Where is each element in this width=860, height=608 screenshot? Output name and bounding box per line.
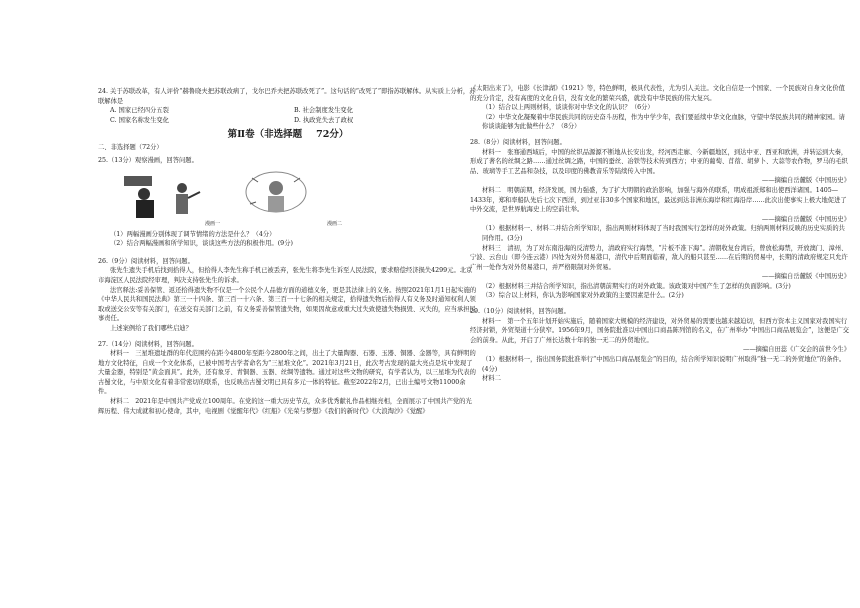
q24-option-c[interactable]: C. 国家名称发生变化 <box>110 116 169 124</box>
q25-stem: 25.（13分）观察漫画，回答问题。 <box>98 156 198 164</box>
question-26 <box>98 257 478 334</box>
left-column <box>98 84 478 416</box>
q25-sub-2: （2）结合两幅漫画和所学知识，谈谈这些方法的积极作用。(9分) <box>110 240 293 248</box>
cartoon-2-image <box>238 168 348 220</box>
q28-material-1: 材料一 张骞通西域后，中国的丝织品源源不断地从长安出发，经河西走廊、今新疆地区，到达中亚、西亚和欧洲，并转运到大秦，形成了著名的丝绸之路……通过丝绸之路，中国的蚕丝、冶铁等技术传到西方；中亚的葡萄、苜蓿、胡萝卜、大蒜等农作物，罗马的毛织品、玻璃等手工艺品和杂技，以及印度的佛教音乐等陆续传入中国。 <box>470 148 848 175</box>
woman-body <box>268 196 284 212</box>
q24-options <box>98 106 478 125</box>
right-column <box>470 84 850 384</box>
speech-bubble <box>124 176 152 186</box>
q29-material-1: 材料一 第一个五年计划开始实施后，随着国家大规模的经济建设，对外贸易的需要也越来越迫切，但西方资本主义国家对我国实行经济封锁，外贸渠道十分狭窄。1956年9月，国务院批准以中国出口商品陈列馆的名义，在广州举办“中国出口商品展览会”，这便是广交会的前身。从此，开启了广州长达数十年的独一无二的外贸地位。 <box>470 317 850 344</box>
q24-option-d[interactable]: D. 执政党失去了政权 <box>294 116 354 124</box>
q26-para-2: 法官释法:妥善保管、返还拾得遗失物不仅是一个公民个人品德方面的道德义务，更是其法律上的义务。按照2021年1月1日起实施的《中华人民共和国民法典》第三一十四条、第三百一十六条、第三百一十七条的相关规定，拾得遗失物后拾得人有义务及时通知权利人领取或送交公安等有关部门，在送交有关部门之前，有义务妥善保管遗失物，如果因故意或重大过失致使遗失物损毁、灭失的，应当承担民事责任。 <box>98 286 477 323</box>
man-head <box>138 188 150 200</box>
q28-material-2: 材料二 明朝前期，经济发展，国力强盛，为了扩大明朝的政治影响，加强与海外的联系，明成祖派郑和出使西洋诸国。1405—1433年，郑和率船队先后七次下西洋，到过亚非30多个国家和地区，最远到达非洲东海岸和红海沿岸……此次出使事实上极大地促进了中外交流，是世界航海史上的空前壮举。 <box>470 186 847 214</box>
part-2-title <box>98 129 478 141</box>
standing-man-body <box>176 194 188 214</box>
q27-stem: 27.（14分）阅读材料，回答问题。 <box>98 340 198 348</box>
q27-material-1: 材料一 三星堆遗址群的年代范围约在距今4800年至距今2800年之间，出土了大量陶器、石器、玉器、铜器、金器等，具有鲜明的地方文化特征，自成一个文化体系，已被中国考古学者命名为“三星堆文化”。2021年3月21日，此次考古发现的最大亮点是坑中发现了大量金器，特别是“黄金面具”。此外，还有象牙、青铜器、玉器、丝绸等遗物。通过对这些文物的研究，有学者认为，以三星堆为代表的古蜀文化，与中原文化有着非常密切的联系，也反映出古蜀文明已具有多元一体的特征。截至2022年2月，已出土编号文物11000余件。 <box>98 350 476 396</box>
part-2-title-text: 第Ⅱ卷（非选择题 <box>227 129 303 141</box>
q28-material-2-source: ——摘编自岳麓版《中国历史》 <box>761 215 850 223</box>
q27-sub-2: （2）中华文化凝聚着中华民族共同的历史奋斗历程，作为中学少年，我们要延续中华文化血脉，守望中华民族共同的精神家园。请你谈谈能够为此做些什么？（8分） <box>482 113 845 131</box>
q24-option-b[interactable]: B. 社会制度发生变化 <box>294 107 354 115</box>
cartoon-1 <box>116 168 226 228</box>
q29-sub-1: （1）根据材料一，指出国务院批准举行“中国出口商品展览会”的目的，结合所学知识说明广州取得“独一无二的外贸地位”的条件。(4分) <box>482 356 846 373</box>
q29-stem: 29.（10分）阅读材料，回答问题。 <box>470 308 570 316</box>
question-25 <box>98 156 478 249</box>
cartoon-1-image <box>116 168 226 220</box>
q25-sub-1: （1）两幅漫画分别体现了调节情绪的方法是什么？（4分） <box>110 230 276 238</box>
q26-ask: 上述案例给了我们哪些启迪？ <box>110 324 192 332</box>
question-28 <box>470 138 850 301</box>
q28-material-3: 材料三 清初，为了对东南沿海的反清势力，清政府实行海禁，“片板不准下海”。清朝收复台湾后，曾放松海禁，开放澳门、漳州、宁波、云台山（即今连云港）四处为对外贸易港口，清代中后期面临着，敌人的船只甚至……在后期的贸易中，长期的清政府规定只允许广州一处作为对外贸易港口，并严格限制对外贸易。 <box>470 244 848 271</box>
pointing-arm <box>188 192 200 198</box>
q26-para-1: 张先生遗失手机后找到拾得人，但拾得人李先生称手机已被丢弃，张先生将李先生诉至人民法院，要求赔偿经济损失4299元。北京市海淀区人民法院经审理，判决支持张先生的诉求。 <box>98 267 473 284</box>
woman-head <box>269 181 283 195</box>
q27-sub-1: （1）结合以上两则材料，谈谈你对中华文化的认识？（6分） <box>482 104 654 112</box>
standing-man-head <box>177 183 187 193</box>
q27-material-2: 材料二 2021年是中国共产党成立100周年。在党的这一重大历史节点，众多优秀献礼作品相继亮相，全面展示了中国共产党的光辉历程、伟大成就和初心使命，其中，电视剧《觉醒年代》《红船》《光荣与梦想》《我们的新时代》《大浪淘沙》《觉醒》 <box>98 398 472 415</box>
cartoon-2 <box>238 168 348 228</box>
q29-material-2-label: 材料二 <box>482 375 501 383</box>
part-2-score: 72分） <box>316 129 349 141</box>
q29-material-1-source: ——摘编自田蕊《广交会的前世今生》 <box>742 346 850 354</box>
q28-stem: 28.（8分）阅读材料，回答问题。 <box>470 138 566 146</box>
section-heading: 二、非选择题（72分） <box>98 144 163 152</box>
q27-continuation: 《太阳出来了》，电影《长津湖》《1921》等，特色鲜明，极具代表性，尤为引人关注。文化自信是一个国家、一个民族对自身文化价值的充分肯定，没有高度的文化自信，没有文化的繁荣兴盛，就没有中华民族的伟大复兴。 <box>470 85 845 102</box>
armchair <box>136 200 154 218</box>
question-27 <box>98 340 478 417</box>
cartoon-1-caption: 漫画一 <box>204 220 220 227</box>
cartoon-2-caption: 漫画二 <box>326 220 342 227</box>
q28-sub-1: （1）根据材料一、材料二并结合所学知识，指出两则材料体现了当时我国实行怎样的对外政策。归纳两则材料反映的历史实质的共同作用。(3分) <box>482 225 845 242</box>
q24-stem: 24. 关于苏联改革，有人评价“赫鲁晓夫把苏联改病了，戈尔巴乔夫把苏联改死了”。这句话的“改死了”即指苏联解体。从实质上分析，苏联解体是 <box>98 88 476 105</box>
q28-material-3-source: ——摘编自岳麓版《中国历史》 <box>761 273 850 281</box>
question-24 <box>98 87 478 125</box>
q26-stem: 26.（9分）阅读材料，回答问题。 <box>98 257 194 265</box>
q28-material-1-source: ——摘编自岳麓版《中国历史》 <box>761 177 850 185</box>
q28-sub-2: （2）根据材料三并结合所学知识，指出清朝前期实行的对外政策。该政策对中国产生了怎样的负面影响。(3分) <box>482 282 791 290</box>
q24-option-a[interactable]: A. 国家已经四分五裂 <box>110 107 169 115</box>
cartoon-row <box>116 168 478 228</box>
question-29 <box>470 307 850 384</box>
q28-sub-3: （3）综合以上材料，你认为影响国家对外政策的主要因素是什么。(2分) <box>482 292 684 300</box>
